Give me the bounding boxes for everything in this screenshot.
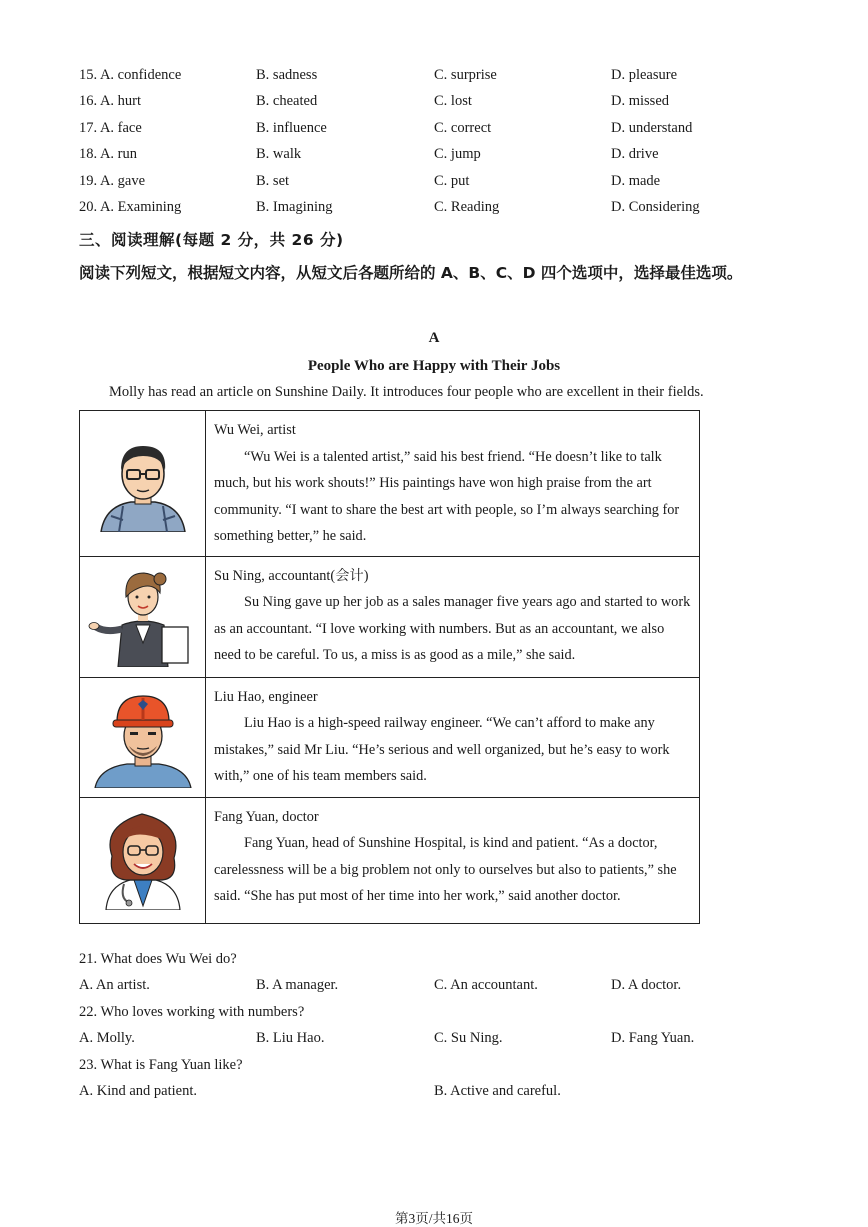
option-a: A. Kind and patient.	[79, 1083, 197, 1099]
person-text-cell	[206, 556, 700, 677]
option-b: B. influence	[256, 120, 327, 136]
option-a: A. An artist.	[79, 977, 150, 993]
person-heading: Fang Yuan, doctor	[214, 808, 319, 825]
option-c: C. An accountant.	[434, 977, 538, 993]
option-row-15	[79, 67, 799, 89]
option-row-19	[79, 173, 799, 195]
option-row-20	[79, 199, 799, 221]
table-row	[80, 677, 700, 797]
people-table	[79, 410, 700, 924]
option-c: C. surprise	[434, 67, 497, 83]
person-heading: Su Ning, accountant(会计)	[214, 567, 369, 584]
section-title: 三、阅读理解(每题 2 分，共 26 分)	[79, 231, 344, 249]
table-row	[80, 411, 700, 557]
option-row-17	[79, 120, 799, 142]
table-row	[80, 797, 700, 923]
option-row-18	[79, 146, 799, 168]
passage-label: A	[428, 330, 440, 346]
portrait-cell	[80, 677, 206, 797]
option-b: B. Active and careful.	[434, 1083, 561, 1099]
question-options	[79, 1030, 799, 1052]
option-a: 18. A. run	[79, 146, 137, 162]
portrait-cell	[80, 411, 206, 557]
option-b: B. A manager.	[256, 977, 339, 993]
option-d: D. A doctor.	[611, 977, 682, 993]
person-description: “Wu Wei is a talented artist,” said his best friend. “He doesn’t like to talk much, but his work shouts!” His paintings have won high praise from the art community. “I want to share the best art with people, so I’m always searching for something better,” he said.	[214, 448, 680, 544]
person-text-cell	[206, 797, 700, 923]
option-d: D. Considering	[611, 199, 700, 215]
option-a: A. Molly.	[79, 1030, 135, 1046]
option-a: 17. A. face	[79, 120, 142, 136]
question-stem: 23. What is Fang Yuan like?	[79, 1057, 243, 1073]
option-d: D. Fang Yuan.	[611, 1030, 695, 1046]
option-c: C. jump	[434, 146, 481, 162]
option-b: B. walk	[256, 146, 302, 162]
option-b: B. cheated	[256, 93, 318, 109]
option-c: C. put	[434, 173, 470, 189]
person-description: Liu Hao is a high-speed railway engineer. “We can’t afford to make any mistakes,” said Mr Liu. “He’s serious and well organized, but he’s easy to work with,” one of his team members said.	[214, 715, 670, 784]
option-b: B. set	[256, 173, 290, 189]
portrait-cell	[80, 556, 206, 677]
option-c: C. Reading	[434, 199, 500, 215]
engineer-helmet-icon	[89, 688, 197, 788]
portrait-cell	[80, 797, 206, 923]
option-d: D. understand	[611, 120, 693, 136]
option-row-16	[79, 93, 799, 115]
option-c: C. lost	[434, 93, 472, 109]
question-options	[79, 1083, 799, 1105]
person-text-cell	[206, 411, 700, 557]
person-text-cell	[206, 677, 700, 797]
person-heading: Wu Wei, artist	[214, 422, 296, 438]
option-c: C. Su Ning.	[434, 1030, 503, 1046]
option-d: D. missed	[611, 93, 669, 109]
option-a: 16. A. hurt	[79, 93, 142, 109]
option-d: D. pleasure	[611, 67, 678, 83]
person-description: Su Ning gave up her job as a sales manager five years ago and started to work as an accountant. “I love working with numbers. But as an accountant, we also need to be careful. To us, a miss is as good as a mile,” she said.	[214, 594, 691, 663]
passage-intro: Molly has read an article on Sunshine Daily. It introduces four people who are excellent in their fields.	[109, 384, 704, 400]
question-stem: 21. What does Wu Wei do?	[79, 951, 237, 967]
section-instructions: 阅读下列短文，根据短文内容，从短文后各题所给的 A、B、C、D 四个选项中，选择最佳选项。	[79, 264, 743, 282]
page-number: 第3页/共16页	[394, 1211, 473, 1226]
woman-presenter-icon	[88, 563, 198, 667]
man-glasses-icon	[93, 436, 193, 532]
doctor-woman-icon	[90, 806, 196, 910]
option-b: B. sadness	[256, 67, 318, 83]
option-b: B. Liu Hao.	[256, 1030, 325, 1046]
table-row	[80, 556, 700, 677]
passage-title: People Who are Happy with Their Jobs	[307, 358, 561, 374]
question-options	[79, 977, 799, 999]
question-stem: 22. Who loves working with numbers?	[79, 1004, 305, 1020]
person-heading: Liu Hao, engineer	[214, 688, 318, 705]
option-a: 15. A. confidence	[79, 67, 182, 83]
option-a: 19. A. gave	[79, 173, 146, 189]
option-d: D. made	[611, 173, 661, 189]
option-a: 20. A. Examining	[79, 199, 182, 215]
option-b: B. Imagining	[256, 199, 333, 215]
person-description: Fang Yuan, head of Sunshine Hospital, is kind and patient. “As a doctor, carelessness will be a big problem not only to ourselves but also to patients,” she said. “She has put most of her time into her work,” said another doctor.	[214, 835, 677, 904]
option-c: C. correct	[434, 120, 492, 136]
option-d: D. drive	[611, 146, 659, 162]
